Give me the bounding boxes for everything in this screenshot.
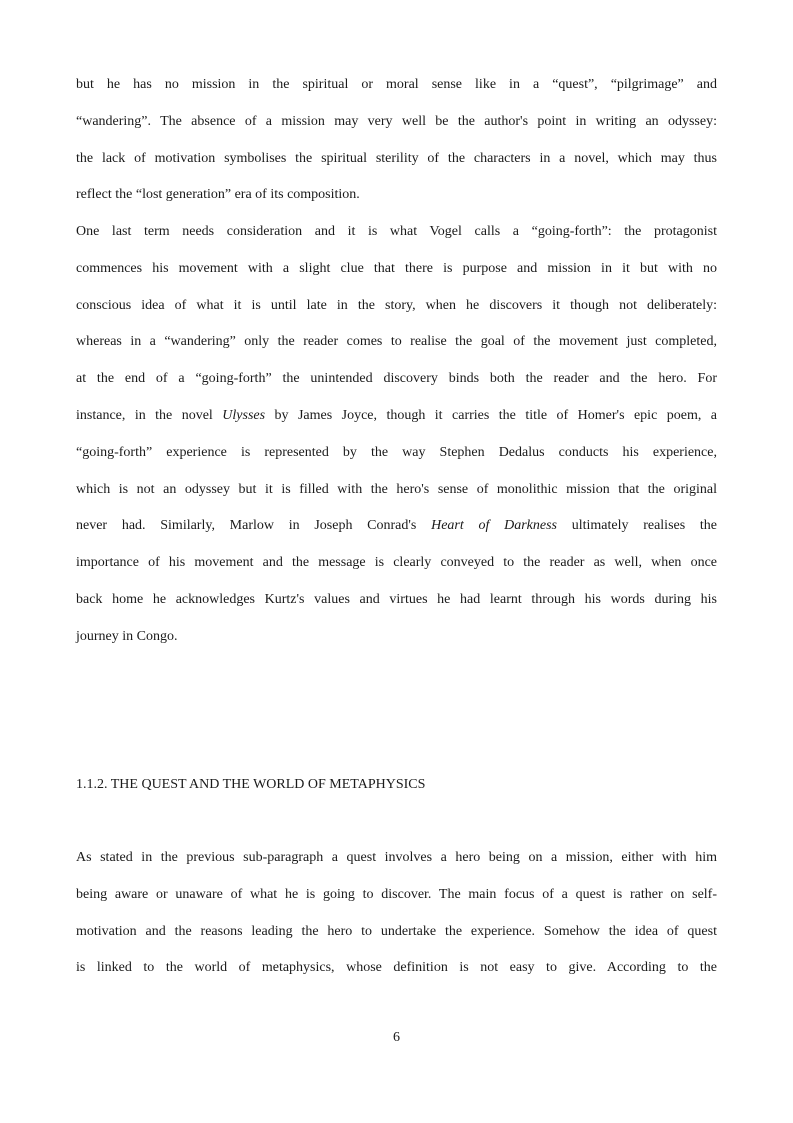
text-line: at the end of a “going-forth” the unintended discovery binds both the reader and the hero. For — [76, 371, 717, 387]
text-line: back home he acknowledges Kurtz's values and virtues he had learnt through his words during his — [76, 591, 717, 607]
page-number: 6 — [393, 1030, 400, 1045]
paragraph — [76, 67, 717, 214]
text-run: never had. Similarly, Marlow in Joseph Conrad's — [76, 518, 432, 534]
text-run: by James Joyce, though it carries the title of Homer's epic poem, a — [265, 407, 717, 423]
text-line: journey in Congo. — [76, 628, 178, 644]
text-run: ultimately realises the — [556, 518, 718, 534]
text-line: One last term needs consideration and it is what Vogel calls a “going-forth”: the protagonist — [76, 224, 717, 239]
text-run: instance, in the novel — [76, 407, 223, 423]
text-line: being aware or unaware of what he is going to discover. The main focus of a quest is rather on self- — [76, 886, 717, 902]
text-line: is linked to the world of metaphysics, whose definition is not easy to give. According to the — [76, 960, 717, 976]
text-line: “going-forth” experience is represented by the way Stephen Dedalus conducts his experience, — [76, 444, 717, 460]
text-line: importance of his movement and the message is clearly conveyed to the reader as well, when once — [76, 555, 717, 571]
book-title-heart-of-darkness: Heart of Darkness — [431, 518, 557, 534]
text-line: which is not an odyssey but it is filled with the hero's sense of monolithic mission that the original — [76, 481, 717, 497]
paragraph-going-forth — [76, 214, 717, 656]
text-line: “wandering”. The absence of a mission may very well be the author's point in writing an odyssey: — [76, 113, 717, 129]
text-line: reflect the “lost generation” era of its composition. — [76, 187, 360, 203]
text-line: As stated in the previous sub-paragraph a quest involves a hero being on a mission, either with him — [76, 850, 717, 865]
text-line — [76, 508, 717, 545]
text-line: but he has no mission in the spiritual or moral sense like in a “quest”, “pilgrimage” and — [76, 77, 717, 92]
text-line: whereas in a “wandering” only the reader comes to realise the goal of the movement just completed, — [76, 334, 717, 350]
text-line: conscious idea of what it is until late in the story, when he discovers it though not deliberately: — [76, 297, 717, 313]
paragraph — [76, 840, 717, 987]
text-line: commences his movement with a slight clue that there is purpose and mission in it but with no — [76, 260, 717, 276]
section-heading: 1.1.2. THE QUEST AND THE WORLD OF METAPHYSICS — [76, 777, 426, 792]
paragraph-quest-metaphysics — [76, 840, 717, 987]
text-line: motivation and the reasons leading the hero to undertake the experience. Somehow the idea of quest — [76, 923, 717, 939]
paragraph-continuation — [76, 67, 717, 214]
text-line — [76, 398, 717, 435]
text-line: the lack of motivation symbolises the spiritual sterility of the characters in a novel, which may thus — [76, 150, 717, 166]
paragraph — [76, 214, 717, 656]
book-title-ulysses: Ulysses — [222, 407, 266, 423]
